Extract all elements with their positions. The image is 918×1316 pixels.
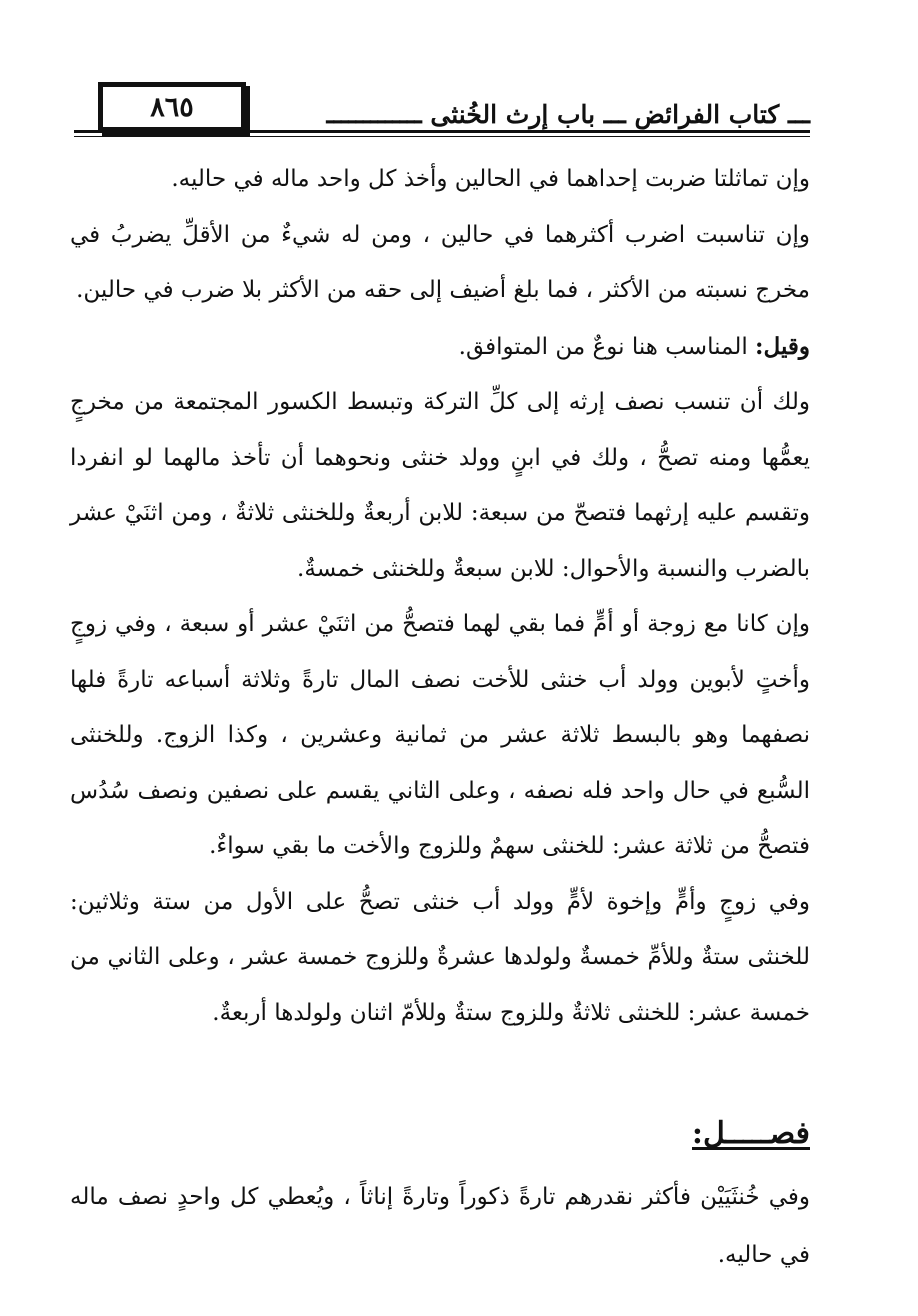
paragraph-lead: وقيل: xyxy=(755,332,810,360)
paragraph xyxy=(70,375,810,597)
paragraph-text: ولك أن تنسب نصف إرثه إلى كلِّ التركة وتبسط الكسور المجتمعة من مخرجٍ يعمُّها ومنه تصحُّ ، ولك في ابنٍ وولد خنثى ونحوهما أن تأخذ مالهما لو انفردا وتقسم عليه إرثهما فتصحّ من سبعة: للابن أربعةٌ وللخنثى ثلاثةٌ ، ومن اثنَيْ عشر بالضرب والنسبة والأحوال: للابن سبعةٌ وللخنثى خمسةٌ. xyxy=(70,389,810,582)
page-number: ٨٦٥ xyxy=(98,82,246,132)
paragraph xyxy=(70,597,810,875)
header-rule-thin xyxy=(74,136,810,137)
header-rule xyxy=(74,130,810,133)
paragraph-text: المناسب هنا نوعٌ من المتوافق. xyxy=(458,333,756,360)
paragraph-text: وفي زوجٍ وأمٍّ وإخوة لأمٍّ وولد أب خنثى تصحُّ على الأول من ستة وثلاثين: للخنثى ستةٌ وللأمِّ خمسةٌ ولولدها عشرةٌ وللزوج خمسة عشر ، وعلى الثاني من خمسة عشر: للخنثى ثلاثةٌ وللزوج ستةٌ وللأمّ اثنان ولولدها أربعةٌ. xyxy=(70,888,810,1026)
paragraph xyxy=(70,208,810,319)
paragraph-text: وفي خُنثَيَيْن فأكثر نقدرهم تارةً ذكوراً وتارةً إناثاً ، ويُعطي كل واحدٍ نصف ماله في حاليه. xyxy=(70,1184,810,1268)
paragraph-text: وإن كانا مع زوجة أو أمٍّ فما بقي لهما فتصحُّ من اثنَيْ عشر أو سبعة ، وفي زوجٍ وأختٍ لأبوين وولد أب خنثى للأخت نصف المال تارةً وثلاثة أسباعه تارةً فلها نصفهما وهو بالبسط ثلاثة عشر من ثمانية وعشرين ، وكذا الزوج. وللخنثى السُّبع في حال واحد فله نصفه ، وعلى الثاني يقسم على نصفين ونصف سُدُس فتصحُّ من ثلاثة عشر: للخنثى سهمٌ وللزوج والأخت ما بقي سواءٌ. xyxy=(70,611,810,859)
paragraph xyxy=(70,875,810,1042)
page-header xyxy=(74,76,810,138)
section-text xyxy=(70,1168,810,1284)
running-title: ـــ كتاب الفرائض ـــ باب إرث الخُنثى ـــــــــــــ xyxy=(326,100,810,129)
paragraph xyxy=(70,152,810,208)
main-text xyxy=(70,152,810,1041)
paragraph xyxy=(70,319,810,376)
section-heading xyxy=(692,1116,810,1150)
paragraph-text: وإن تناسبت اضرب أكثرهما في حالين ، ومن له شيءٌ من الأقلِّ يضربُ في مخرج نسبته من الأكثر ، فما بلغ أضيف إلى حقه من الأكثر بلا ضرب في حالين. xyxy=(70,221,810,303)
section-heading-text: فصـــــل: xyxy=(691,1116,810,1151)
paragraph-text: وإن تماثلتا ضربت إحداهما في الحالين وأخذ كل واحد ماله في حاليه. xyxy=(171,166,810,192)
paragraph xyxy=(70,1168,810,1284)
